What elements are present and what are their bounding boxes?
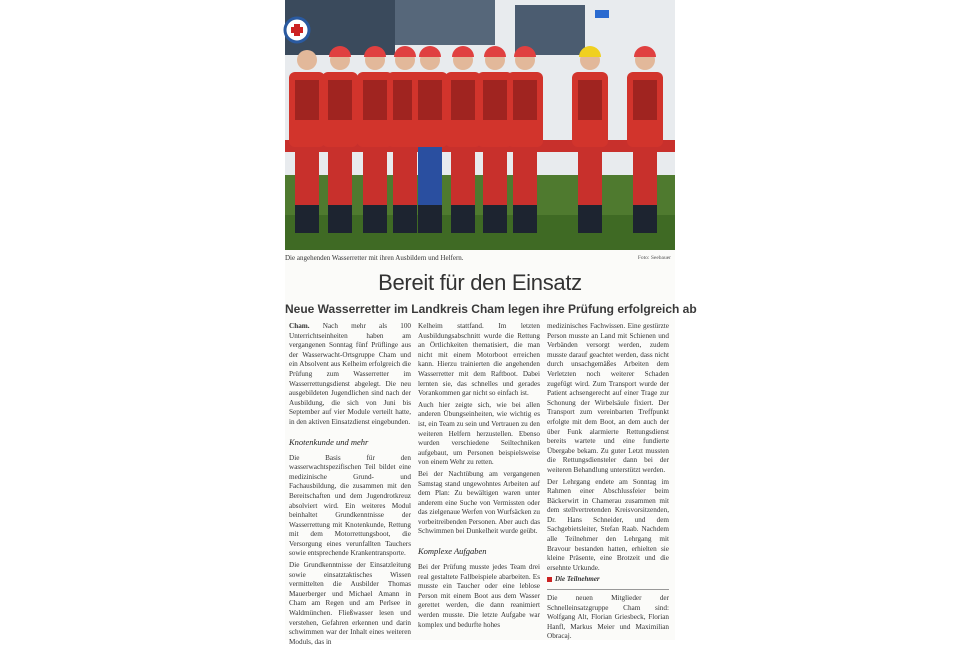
paragraph: Die Basis für den wasserwachtspezifischen Teil bildet eine medizinische Grund- und Fachausbildung, die zusammen mit den Bereitschaften und dem Jugendrotkreuz absolviert wird. Ein weiteres Modul beinhaltet Grundkenntnisse der Wasserrettung mit Knotenkunde, Rettung mit dem Motorrettungsboot, die Versorgung eines verunfallten Tauchers sowie entsprechende Krankentransporte. [289, 453, 411, 558]
paragraph [289, 322, 411, 428]
article-column-3 [547, 322, 669, 644]
author-signature [547, 575, 669, 585]
divider [547, 589, 669, 590]
article-column-2 [418, 322, 540, 632]
caption-row [285, 253, 675, 263]
subheading: Knotenkunde und mehr [289, 436, 369, 447]
signature-text: Die Teilnehmer [555, 575, 600, 584]
paragraph: Die neuen Mitglieder der Schnelleinsatzgruppe Cham sind: Wolfgang Alt, Florian Griesbeck, Florian Hanfl, Markus Meier und Maximilian Obracaj. [547, 594, 669, 641]
subheadline: Neue Wasserretter im Landkreis Cham legen ihre Prüfung erfolgreich ab [285, 302, 697, 316]
paragraph: Der Lehrgang endete am Sonntag im Rahmen einer Abschlussfeier beim Bäckerwirt in Chamerau zusammen mit dem stellvertretenden Kreisvorsitzenden, Dr. Hans Schneider, und dem Sachgebietsleiter, Stefan Raab. Nachdem alle Teilnehmer den Lehrgang mit Bravour bestanden hatten, erhielten sie kleine Präsente, eine Brotzeit und die ersehnte Urkunde. [547, 477, 669, 572]
paragraph: Auch hier zeigte sich, wie bei allen anderen Übungseinheiten, wie wichtig es ist, ein Team zu sein und Vertrauen zu den weiteren Helfern herzustellen. Ebenso wurden verschiedene Seiltechniken aufgebaut, um Personen beispielsweise von einem Wehr zu retten. [418, 400, 540, 467]
headline: Bereit für den Einsatz [378, 270, 582, 295]
photo-caption: Die angehenden Wasserretter mit ihren Ausbildern und Helfern. [285, 254, 464, 262]
square-bullet-icon [547, 577, 552, 582]
dateline: Cham. [289, 322, 310, 330]
article-column-1 [289, 322, 411, 649]
paragraph: Die Grundkenntnisse der Einsatzleitung sowie einsatztaktisches Wissen vermittelten die Ausbilder Thomas Mauerberger und Michael Amann in Cham am Regen und am Perlsee in Waldmünchen. Fließwasser lesen und verstehen, Gefahren erkennen und darin schwimmen war der Inhalt eines weiteren Moduls, das in [289, 561, 411, 646]
newspaper-clipping [285, 0, 697, 646]
subheading: Komplexe Aufgaben [418, 546, 487, 557]
paragraph: medizinisches Fachwissen. Eine gestürzte Person musste an Land mit Schienen und Verbänden versorgt werden, zudem musste darauf geachtet werden, dass nicht durch unsachgemäßes Arbeiten dem Verletzten noch weiterer Schaden zugefügt wird. Zum Transport wurde der Patient achsengerecht auf einer Trage zur Schonung der Wirbelsäule fixiert. Der Transport zum vereinbarten Treffpunkt erfolgte mit dem Boot, an dem auch der über Funk alarmierte Rettungsdienst bereits wartete und eine fundierte Übergabe bekam. Zu guter Letzt mussten die Rettungsdiensteler dann bei der weiteren Behandlung unterstützt werden. [547, 322, 669, 474]
paragraph: Bei der Nachtübung am vergangenen Samstag stand ungewohntes Arbeiten auf dem Plan: Zu bewältigen waren unter anderem eine Suche von Vermissten oder das zielgenaue Werfen von Wurfsäcken zu vorbeitreibenden Personen. Aber auch das Schwimmen bei Dunkelheit wurde geübt. [418, 469, 540, 536]
paragraph: Kelheim stattfand. Im letzten Ausbildungsabschnitt wurde die Rettung an Örtlichkeiten thematisiert, die man nicht mit einem Motorboot erreichen kann. Hierzu trainierten die angehenden Wasserretter mit dem Raftboot. Dabei lernten sie, das schnelles und gerades Vorankommen gar nicht so einfach ist. [418, 322, 540, 398]
photo-credit: Foto: Seebauer [637, 255, 671, 261]
group-photo [285, 0, 675, 250]
paragraph: Bei der Prüfung musste jedes Team drei real gestaltete Fallbeispiele abarbeiten. Es musste ein Taucher oder eine leblose Person mit einem Boot aus dem Wasser gerettet werden, die dann reanimiert werden musste. Die letzte Aufgabe war komplex und bedurfte hohes [418, 563, 540, 629]
paragraph-text: Nach mehr als 100 Unterrichtseinheiten haben am vergangenen Sonntag fünf Prüflinge aus der Wasserwacht-Ortsgruppe Cham und ein Absolvent aus Kelheim erfolgreich die Prüfung zum Wasserretter im Wasserrettungsdienst abgelegt. Die neu ausgebildeten Jugendlichen sind nach der Ausbildung, die sich von Juni bis September auf vier Module verteilt hatte, in den aktiven Einsatzdienst eingebunden. [289, 322, 412, 426]
